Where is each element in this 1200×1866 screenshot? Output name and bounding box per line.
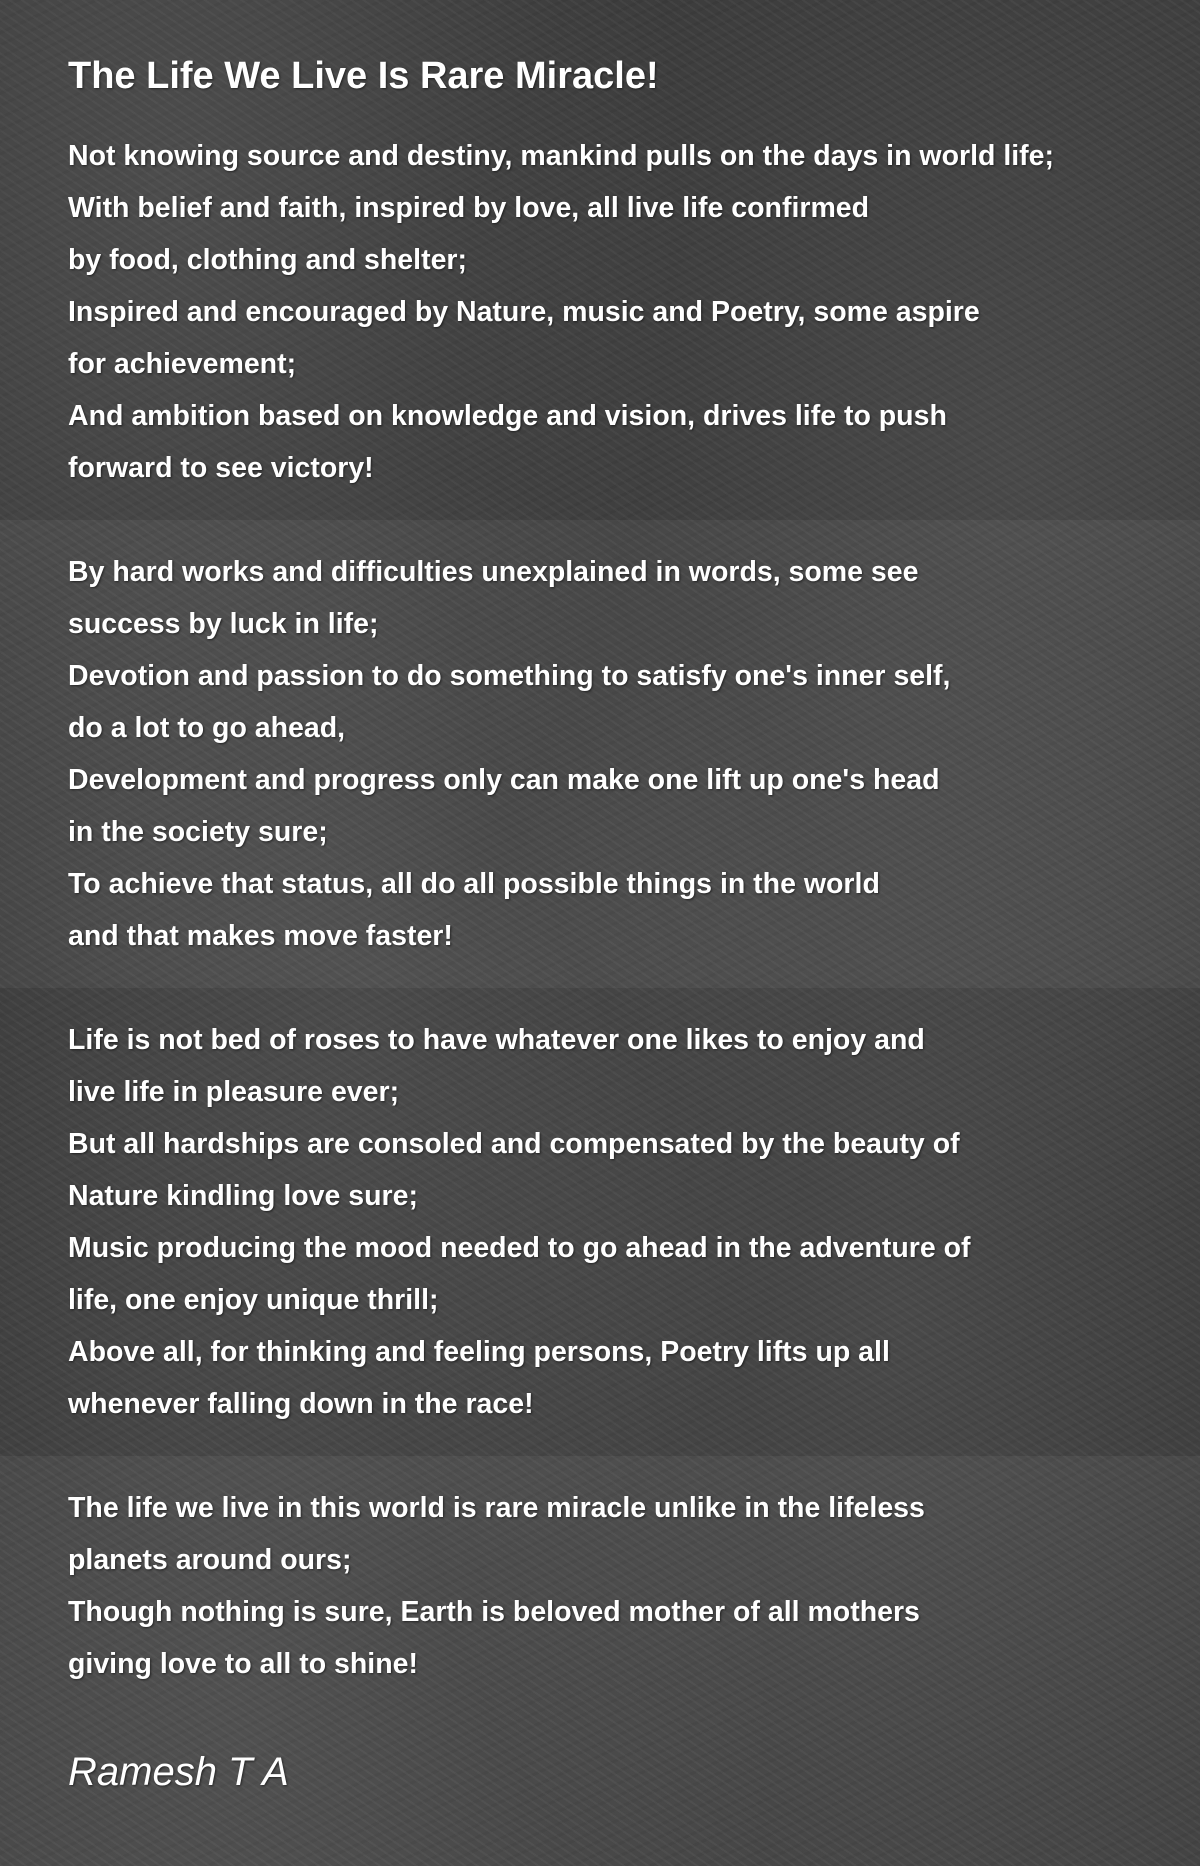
poem-line: Music producing the mood needed to go ahead in the adventure of <box>68 1232 971 1264</box>
poem-line: Above all, for thinking and feeling persons, Poetry lifts up all <box>68 1336 890 1368</box>
poem-line: The life we live in this world is rare miracle unlike in the lifeless <box>68 1492 925 1524</box>
poem-line: Development and progress only can make one lift up one's head <box>68 764 940 796</box>
poem-line: With belief and faith, inspired by love, all live life confirmed <box>68 192 870 224</box>
poem-line: Life is not bed of roses to have whatever one likes to enjoy and <box>68 1024 925 1056</box>
poem-line: in the society sure; <box>68 816 328 848</box>
stanza-2 <box>68 546 1188 962</box>
poem-line: Not knowing source and destiny, mankind pulls on the days in world life; <box>68 140 1054 172</box>
poem-line: live life in pleasure ever; <box>68 1076 400 1108</box>
poem-title: The Life We Live Is Rare Miracle! <box>68 55 659 97</box>
poem-line: and that makes move faster! <box>68 920 453 952</box>
poem-line: whenever falling down in the race! <box>68 1388 534 1420</box>
poem-line: By hard works and difficulties unexplained in words, some see <box>68 556 919 588</box>
poem-line: Inspired and encouraged by Nature, music and Poetry, some aspire <box>68 296 980 328</box>
poem-container <box>68 44 1188 1802</box>
poem-line: life, one enjoy unique thrill; <box>68 1284 439 1316</box>
poem-line: But all hardships are consoled and compensated by the beauty of <box>68 1128 960 1160</box>
poem-author: Ramesh T A <box>68 1750 289 1794</box>
stanza-3 <box>68 1014 1188 1430</box>
stanza-1 <box>68 130 1188 494</box>
poem-line: for achievement; <box>68 348 297 380</box>
poem-line: Nature kindling love sure; <box>68 1180 418 1212</box>
poem-line: forward to see victory! <box>68 452 374 484</box>
poem-line: And ambition based on knowledge and vision, drives life to push <box>68 400 947 432</box>
poem-line: do a lot to go ahead, <box>68 712 346 744</box>
poem-line: Though nothing is sure, Earth is beloved mother of all mothers <box>68 1596 920 1628</box>
poem-line: To achieve that status, all do all possible things in the world <box>68 868 880 900</box>
poem-line: Devotion and passion to do something to satisfy one's inner self, <box>68 660 951 692</box>
poem-line: giving love to all to shine! <box>68 1648 418 1680</box>
poem-line: success by luck in life; <box>68 608 379 640</box>
poem-line: planets around ours; <box>68 1544 352 1576</box>
stanza-4 <box>68 1482 1188 1690</box>
poem-line: by food, clothing and shelter; <box>68 244 467 276</box>
